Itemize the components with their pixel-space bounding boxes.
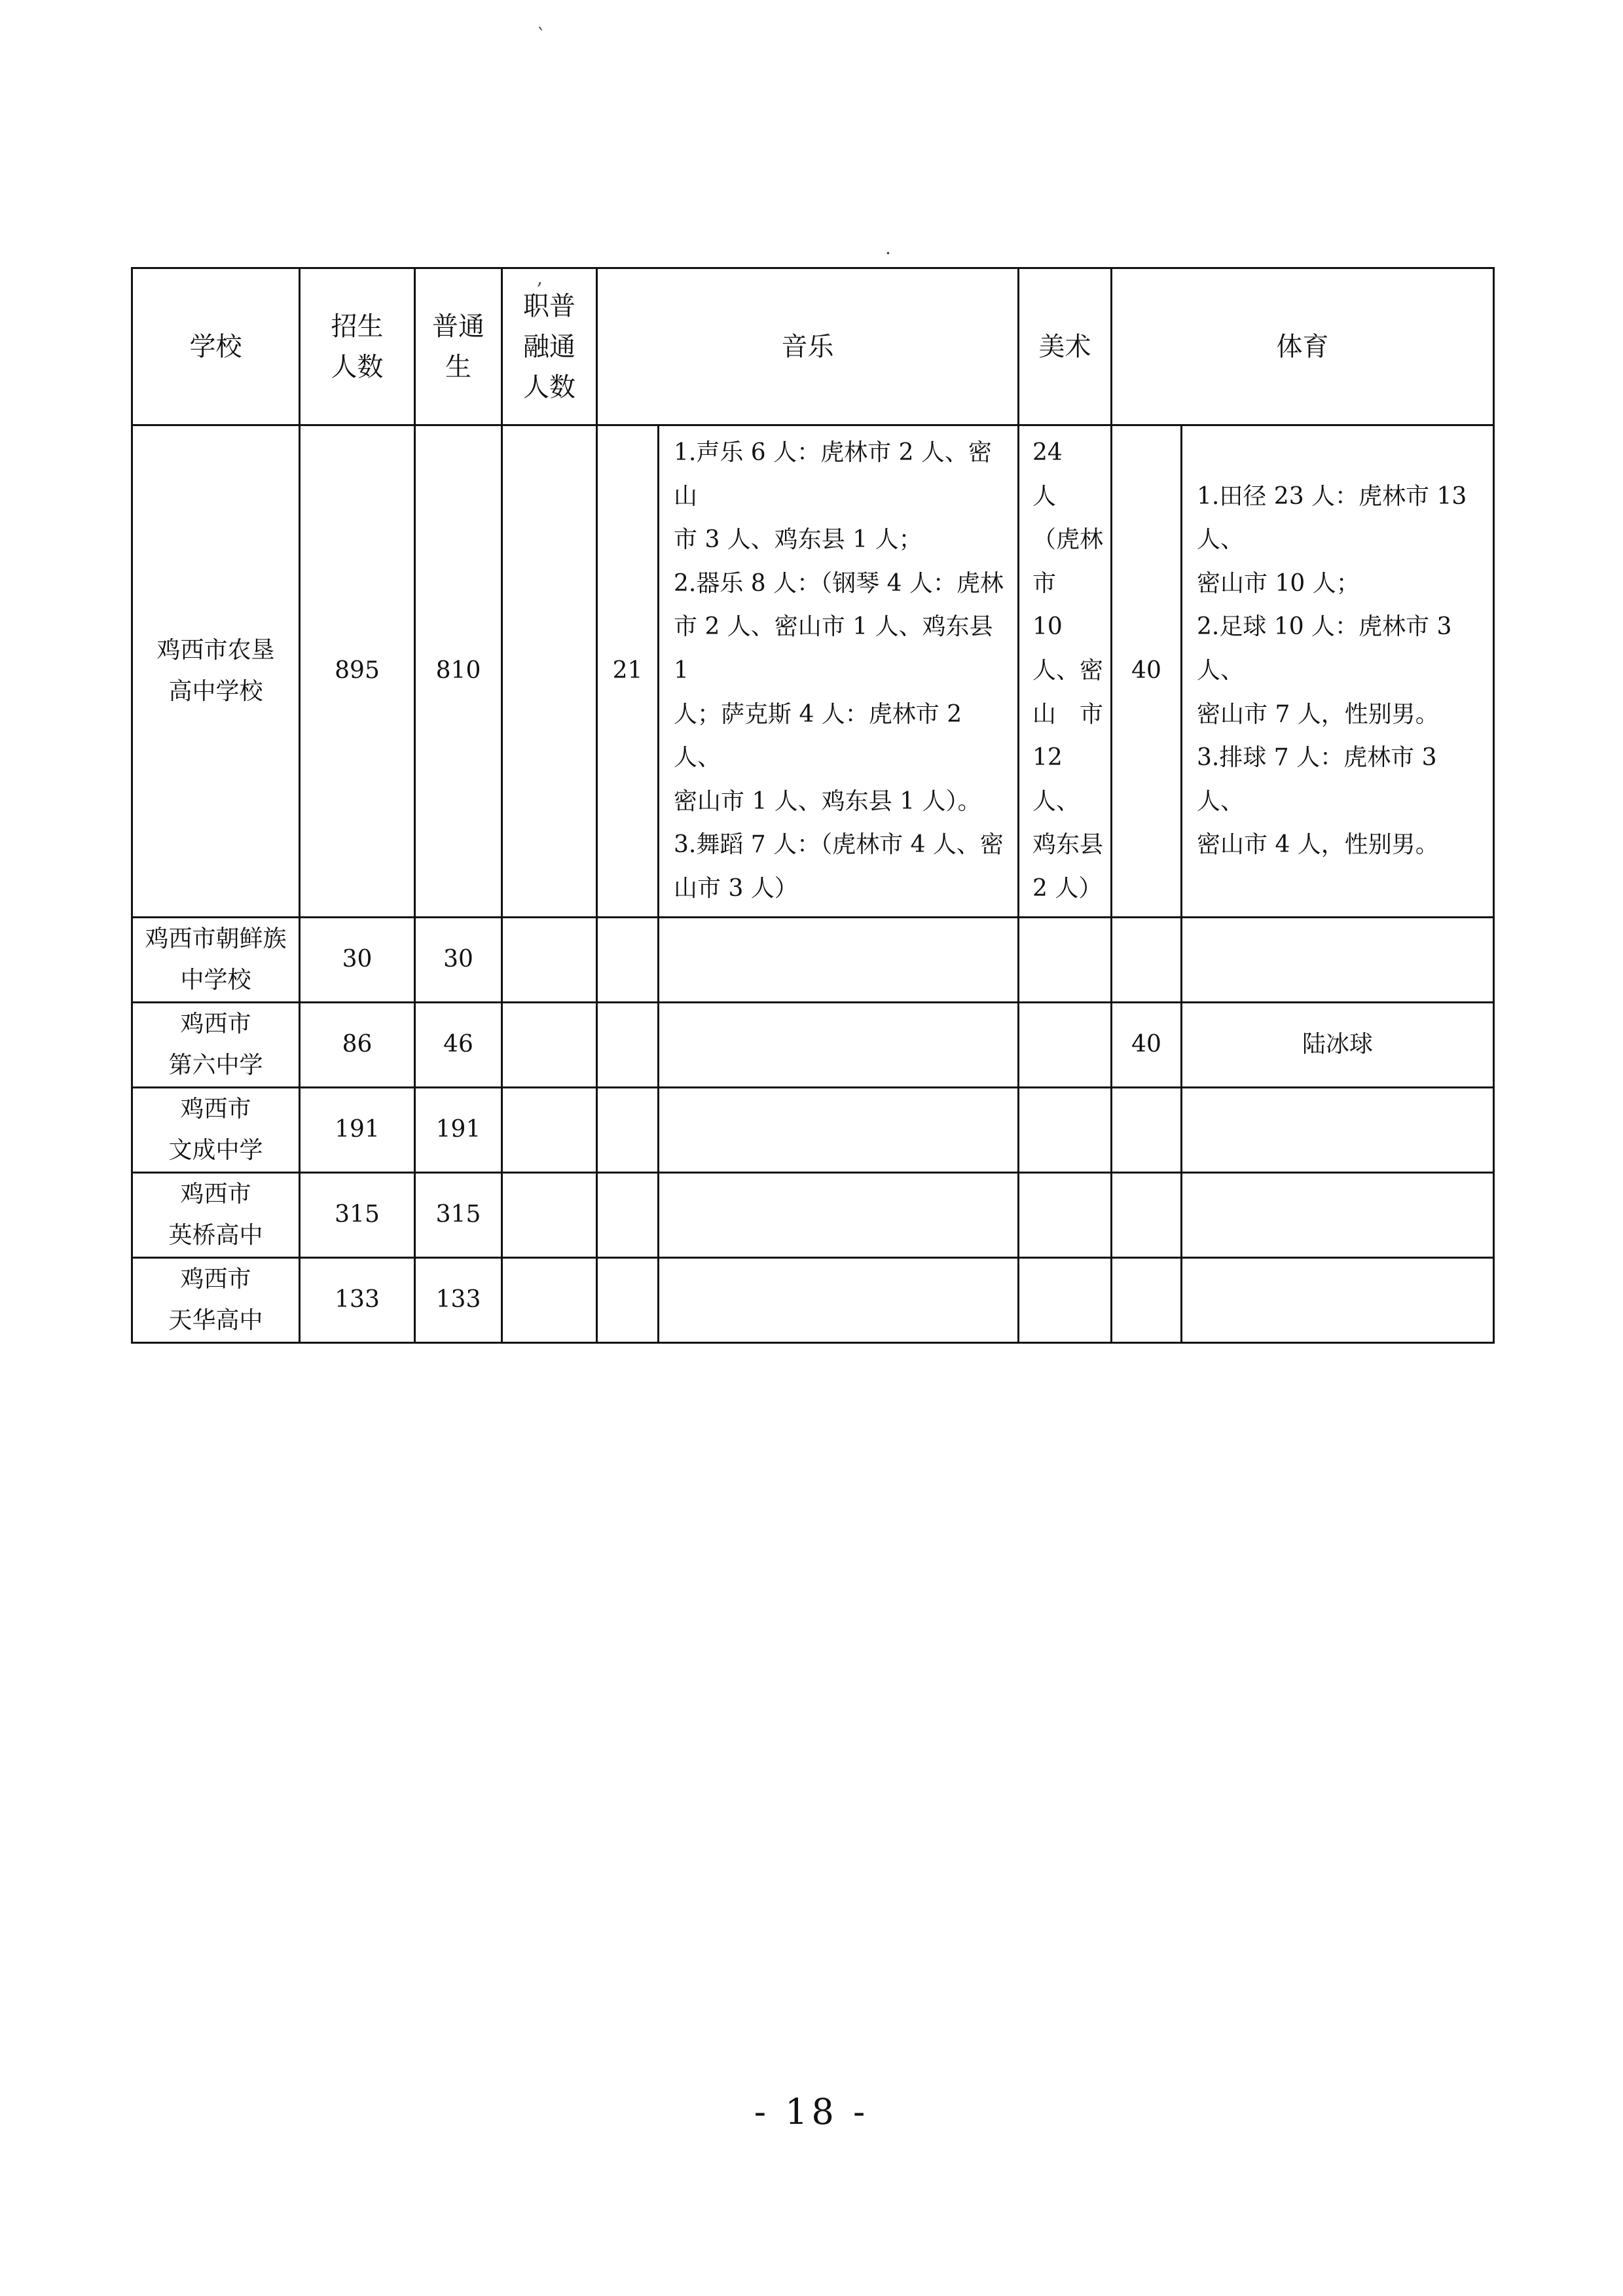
sports-detail [1182, 917, 1494, 1002]
music-detail [659, 1002, 1019, 1087]
vocational-count [502, 917, 597, 1002]
school-name: 鸡西市农垦 高中学校 [132, 425, 300, 918]
school-name: 鸡西市 英桥高中 [132, 1172, 300, 1257]
page-number: - 18 - [754, 2091, 869, 2132]
music-detail [659, 1257, 1019, 1342]
music-detail: 1.声乐 6 人：虎林市 2 人、密山 市 3 人、鸡东县 1 人； 2.器乐 8 人：（钢琴 4 人：虎林 市 2 人、密山市 1 人、鸡东县 1 人；萨克斯 4 人：虎林市 2 人、 密山市 1 人、鸡东县 1 人）。 3.舞蹈 7 人：（虎林市 4 人、密 山市 3 人） [659, 425, 1019, 918]
vocational-count [502, 1257, 597, 1342]
scan-mark: , [537, 267, 543, 289]
art-detail: 24 人 （虎林 市 10 人、密 山 市 12 人、 鸡东县 2 人） [1019, 425, 1112, 918]
art-detail [1019, 1257, 1112, 1342]
music-detail [659, 917, 1019, 1002]
sports-count: 40 [1112, 1002, 1182, 1087]
regular-count: 810 [415, 425, 502, 918]
sports-detail [1182, 1257, 1494, 1342]
sports-detail [1182, 1172, 1494, 1257]
music-detail [659, 1087, 1019, 1172]
vocational-count [502, 1002, 597, 1087]
music-detail [659, 1172, 1019, 1257]
music-count [597, 1172, 659, 1257]
header-sports: 体育 [1112, 268, 1494, 425]
enroll-count: 86 [300, 1002, 415, 1087]
header-regular: 普通 生 [415, 268, 502, 425]
regular-count: 46 [415, 1002, 502, 1087]
enroll-count: 30 [300, 917, 415, 1002]
art-detail [1019, 917, 1112, 1002]
vocational-count [502, 1172, 597, 1257]
enroll-count: 133 [300, 1257, 415, 1342]
header-enroll: 招生 人数 [300, 268, 415, 425]
table-row [132, 917, 1494, 1002]
sports-count: 40 [1112, 425, 1182, 918]
sports-count [1112, 1172, 1182, 1257]
header-vocational: 职普 融通 人数 [502, 268, 597, 425]
school-name: 鸡西市 第六中学 [132, 1002, 300, 1087]
table-row [132, 1002, 1494, 1087]
regular-count: 30 [415, 917, 502, 1002]
school-name: 鸡西市 文成中学 [132, 1087, 300, 1172]
music-count: 21 [597, 425, 659, 918]
scan-mark: . [885, 237, 891, 259]
regular-count: 191 [415, 1087, 502, 1172]
art-detail [1019, 1002, 1112, 1087]
school-name: 鸡西市朝鲜族 中学校 [132, 917, 300, 1002]
table-row [132, 425, 1494, 918]
sports-detail: 1.田径 23 人：虎林市 13 人、 密山市 10 人； 2.足球 10 人：虎林市 3 人、 密山市 7 人，性别男。 3.排球 7 人：虎林市 3 人、 密山市 4 人，性别男。 [1182, 425, 1494, 918]
header-row [132, 268, 1494, 425]
school-name: 鸡西市 天华高中 [132, 1257, 300, 1342]
art-detail [1019, 1172, 1112, 1257]
art-detail [1019, 1087, 1112, 1172]
sports-count [1112, 917, 1182, 1002]
music-count [597, 917, 659, 1002]
sports-detail [1182, 1087, 1494, 1172]
header-school: 学校 [132, 268, 300, 425]
scan-mark: ` [537, 25, 546, 46]
vocational-count [502, 1087, 597, 1172]
regular-count: 133 [415, 1257, 502, 1342]
regular-count: 315 [415, 1172, 502, 1257]
header-music: 音乐 [597, 268, 1019, 425]
music-count [597, 1087, 659, 1172]
sports-detail: 陆冰球 [1182, 1002, 1494, 1087]
sports-count [1112, 1257, 1182, 1342]
table-row [132, 1172, 1494, 1257]
enroll-count: 895 [300, 425, 415, 918]
header-art: 美术 [1019, 268, 1112, 425]
enroll-count: 315 [300, 1172, 415, 1257]
sports-count [1112, 1087, 1182, 1172]
enroll-count: 191 [300, 1087, 415, 1172]
music-count [597, 1257, 659, 1342]
vocational-count [502, 425, 597, 918]
table-row [132, 1087, 1494, 1172]
table-row [132, 1257, 1494, 1342]
enrollment-table [131, 267, 1495, 1344]
music-count [597, 1002, 659, 1087]
